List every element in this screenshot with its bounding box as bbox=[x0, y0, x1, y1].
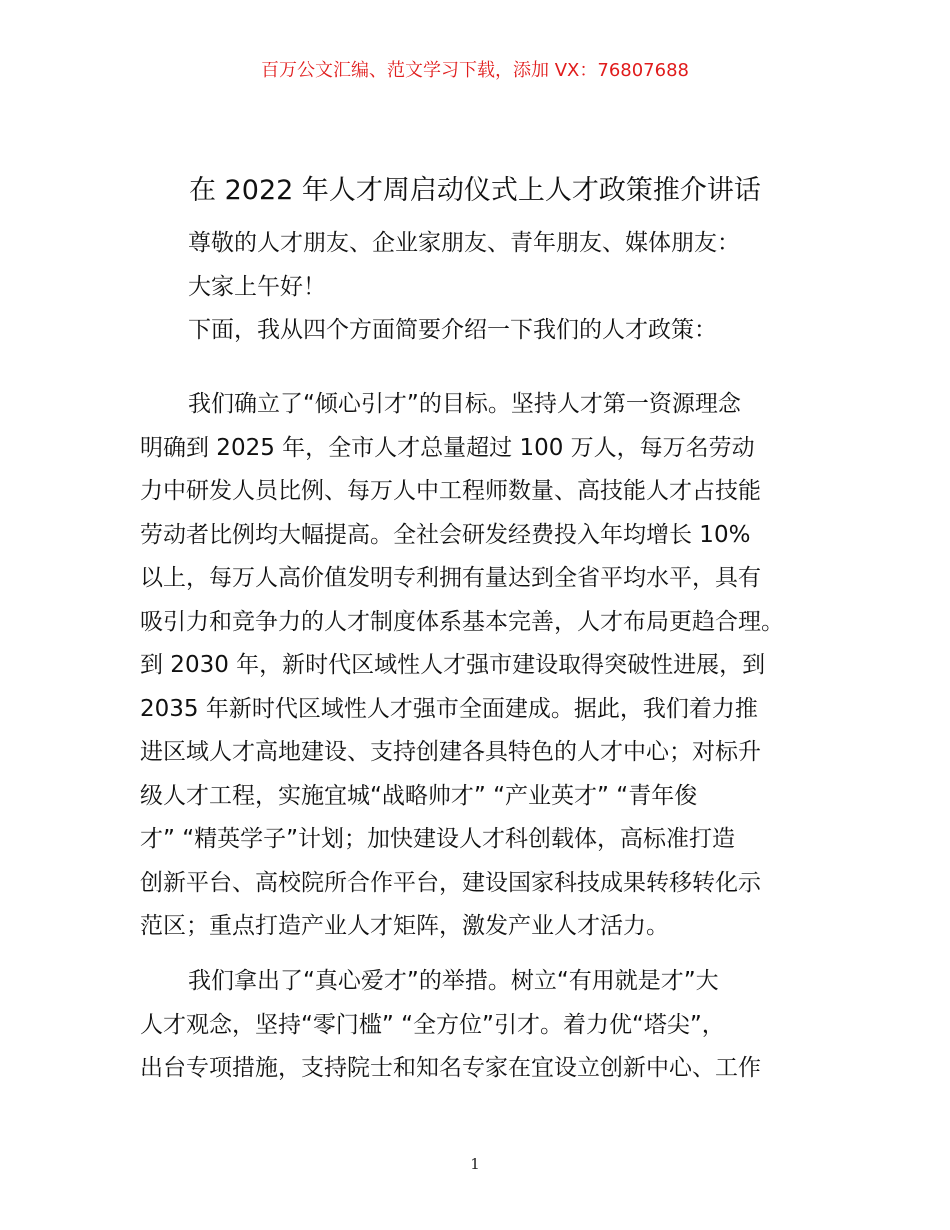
paragraph-line: 创新平台、高校院所合作平台，建设国家科技成果转移转化示 bbox=[140, 869, 761, 896]
watermark-banner: 百万公文汇编、范文学习下载，添加 VX：76807688 bbox=[261, 60, 689, 81]
salutation: 尊敬的人才朋友、企业家朋友、青年朋友、媒体朋友： bbox=[188, 230, 740, 256]
paragraph-line: 我们拿出了“真心爱才”的举措。树立“有用就是才”大 bbox=[188, 968, 719, 994]
greeting: 大家上午好！ bbox=[188, 273, 326, 300]
paragraph-line: 明确到 2025 年，全市人才总量超过 100 万人，每万名劳动 bbox=[140, 434, 755, 461]
paragraph-line: 人才观念，坚持“零门槛” “全方位”引才。着力优“塔尖”， bbox=[140, 1011, 725, 1038]
paragraph-line: 进区域人才高地建设、支持创建各具特色的人才中心；对标升 bbox=[140, 739, 761, 765]
paragraph-line: 劳动者比例均大幅提高。全社会研发经费投入年均增长 10% bbox=[140, 521, 751, 548]
paragraph-line: 力中研发人员比例、每万人中工程师数量、高技能人才占技能 bbox=[140, 478, 761, 504]
opening-section bbox=[140, 222, 820, 353]
paragraph-1 bbox=[140, 383, 820, 949]
paragraph-line: 到 2030 年，新时代区域性人才强市建设取得突破性进展，到 bbox=[140, 652, 766, 678]
paragraph-line: 范区；重点打造产业人才矩阵，激发产业人才活力。 bbox=[140, 913, 669, 939]
intro-sentence: 下面，我从四个方面简要介绍一下我们的人才政策： bbox=[188, 317, 717, 343]
page-number: 1 bbox=[470, 1155, 480, 1173]
paragraph-line: 2035 年新时代区域性人才强市全面建成。据此，我们着力推 bbox=[140, 695, 758, 722]
paragraph-line: 以上，每万人高价值发明专利拥有量达到全省平均水平，具有 bbox=[140, 565, 761, 591]
paragraph-line: 吸引力和竞争力的人才制度体系基本完善，人才布局更趋合理。 bbox=[140, 608, 784, 635]
paragraph-line: 出台专项措施，支持院士和知名专家在宜设立创新中心、工作 bbox=[140, 1055, 761, 1081]
paragraph-line: 我们确立了“倾心引才”的目标。坚持人才第一资源理念 bbox=[188, 391, 741, 417]
paragraph-line: 才” “精英学子”计划；加快建设人才科创载体，高标准打造 bbox=[140, 826, 736, 852]
paragraph-2 bbox=[140, 960, 820, 1091]
paragraph-line: 级人才工程，实施宜城“战略帅才” “产业英才” “青年俊 bbox=[140, 782, 698, 809]
document-title: 在 2022 年人才周启动仪式上人才政策推介讲话 bbox=[189, 175, 761, 206]
